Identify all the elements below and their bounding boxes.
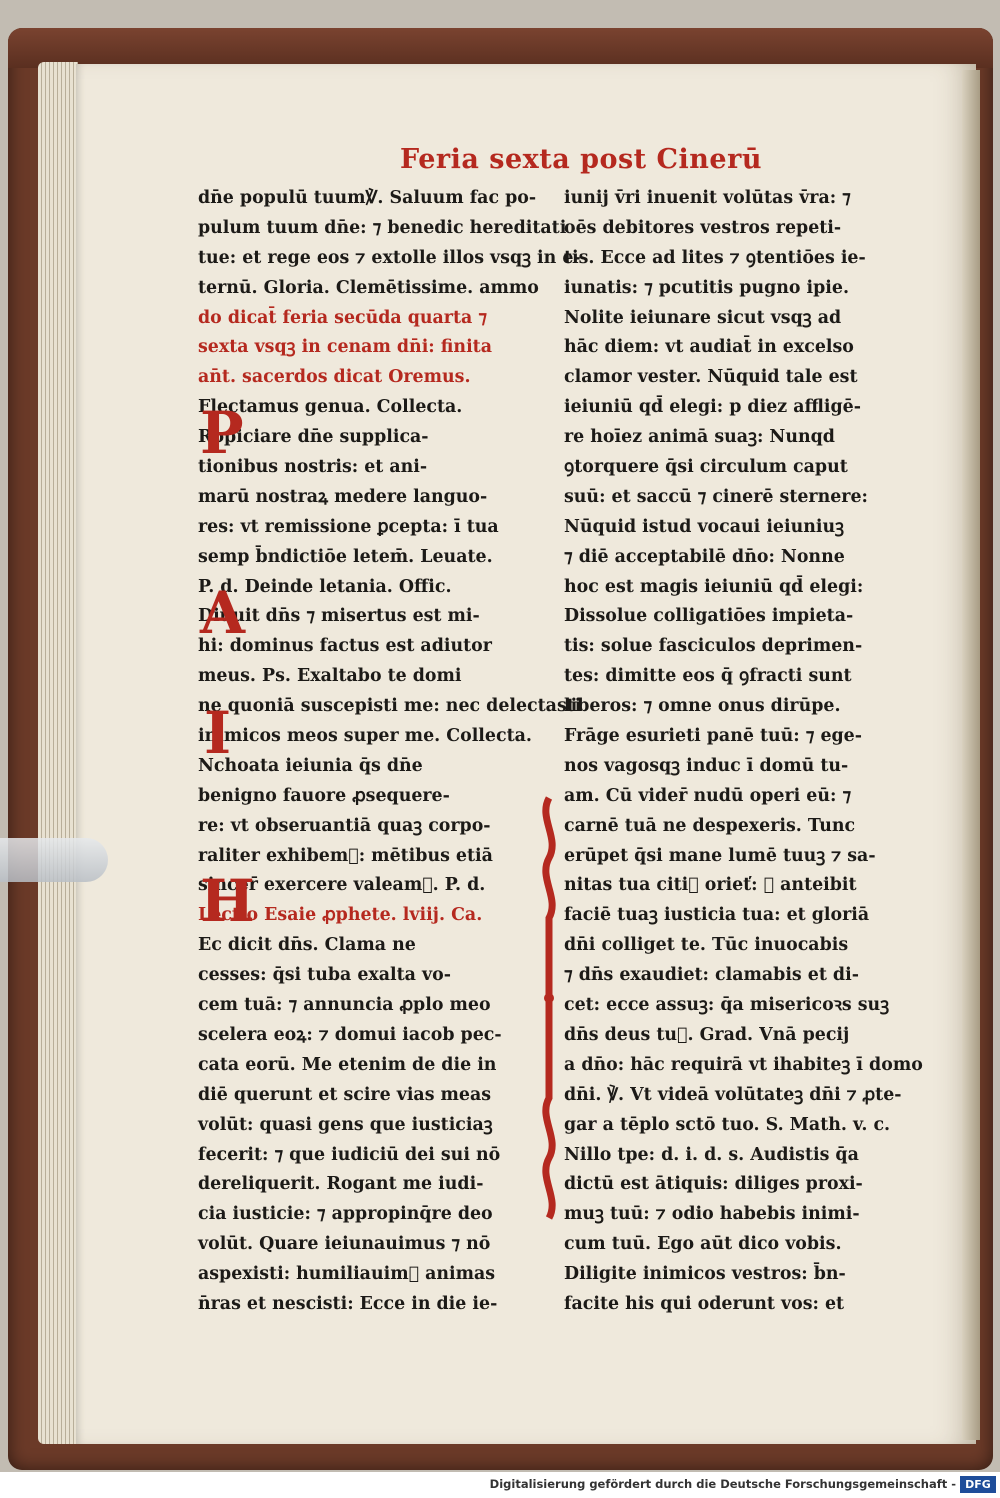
text-line: a dn̄o: hāc requirā vt ihabiteꝫ ī domo	[564, 1054, 923, 1075]
text-line: facite his qui oderunt vos: et	[564, 1293, 845, 1314]
page-heading: Feria sexta post Cinerū	[400, 144, 762, 175]
decorated-initial-i: I	[204, 699, 232, 767]
text-line: hoc est magis ieiuniū qd̄ elegi:	[564, 576, 864, 597]
text-line: cem tuā: ⁊ annuncia ꝓplo meo	[198, 995, 491, 1016]
text-line: tue: et rege eos ⁊ extolle illos vsqꝫ in e-	[198, 247, 581, 268]
page-marker-tab	[0, 838, 108, 882]
text-line: iunij v̄ri inuenit volūtas v̄ra: ⁊	[564, 188, 851, 208]
text-line: volūt: quasi gens que iusticiaꝫ	[198, 1114, 493, 1135]
text-line: Ec dicit dn̄s. Clama ne	[198, 935, 416, 956]
text-line: oēs debitores vestros repeti-	[564, 217, 842, 238]
text-line: n̄ras et nescisti: Ecce in die ie-	[198, 1293, 498, 1314]
text-line: semp b̄ndictiōe letem̄. Leuate.	[198, 546, 493, 567]
text-line: nos vagosqꝫ induc ī domū tu-	[564, 755, 849, 776]
text-line: nitas tua citi᷒ orieť: ⁊ anteibit	[564, 875, 857, 896]
text-line: tis. Ecce ad lites ⁊ ꝯtentiōes ie-	[564, 247, 866, 268]
text-line: benigno fauore ꝓsequere-	[198, 785, 450, 806]
text-line: cia iusticie: ⁊ appropinq̄re deo	[198, 1204, 493, 1225]
text-line: dn̄e populū tuum℣. Saluum fac po-	[198, 188, 537, 208]
text-line: Diligite inimicos vestros: b̄n-	[564, 1264, 846, 1285]
text-line: re hoīez animā suaꝫ: Nunqd	[564, 427, 835, 448]
text-line: diē querunt et scire vias meas	[198, 1084, 492, 1105]
text-line: tes: dimitte eos q̄ ꝯfracti sunt	[564, 666, 852, 687]
text-line: erūpet q̄si mane lumē tuuꝫ ⁊ sa-	[564, 845, 876, 866]
text-line: tionibus nostris: et ani-	[198, 457, 428, 478]
text-line: dereliquerit. Rogant me iudi-	[198, 1174, 484, 1195]
page-stack-edges	[38, 62, 78, 1444]
text-line: muꝫ tuū: ⁊ odio habebis inimi-	[564, 1204, 860, 1225]
text-line: fecerit: ⁊ que iudiciū dei sui nō	[198, 1144, 501, 1165]
ornamental-vine-initial	[536, 798, 562, 1218]
text-line: ieiuniū qd̄ elegi: p diez affligē-	[564, 397, 861, 418]
text-line: am. Cū vider̄ nudū operi eū: ⁊	[564, 785, 852, 806]
text-line: ⁊ diē acceptabilē dn̄o: Nonne	[564, 546, 845, 567]
text-line: P. d. Deinde letania. Offic.	[198, 576, 452, 597]
text-line: suū: et saccū ⁊ cinerē sternere:	[564, 486, 868, 507]
text-line: Nolite ieiunare sicut vsqꝫ ad	[564, 307, 842, 328]
text-line: dn̄i colliget te. Tūc inuocabis	[564, 935, 849, 956]
text-line: pulum tuum dn̄e: ⁊ benedic hereditati	[198, 217, 567, 238]
text-line: dictū est ātiquis: diliges proxi-	[564, 1174, 863, 1195]
text-line: ⁊ dn̄s exaudiet: clamabis et di-	[564, 965, 859, 986]
text-line: sexta vsqꝫ in cenam dn̄i: finita	[198, 337, 492, 358]
text-line: cum tuū. Ego aūt dico vobis.	[564, 1234, 842, 1255]
page-fold	[962, 70, 980, 1440]
text-line: hāc diem: vt audiat̄ in excelso	[564, 337, 854, 358]
text-line: cata eorū. Me etenim de die in	[198, 1054, 497, 1075]
text-line: an̄t. sacerdos dicat Oremus.	[198, 367, 471, 388]
text-line: faciē tuaꝫ iusticia tua: et gloriā	[564, 905, 870, 926]
text-line: gar a tēplo sctō tuo. S. Math. v. c.	[564, 1114, 891, 1135]
text-line: carnē tuā ne despexeris. Tunc	[564, 815, 856, 836]
text-line: Nūquid istud vocaui ieiuniuꝫ	[564, 516, 845, 537]
text-line: cesses: q̄si tuba exalta vo-	[198, 965, 451, 986]
text-line: volūt. Quare ieiunauimus ⁊ nō	[198, 1234, 491, 1255]
text-line: liberos: ⁊ omne onus dirūpe.	[564, 696, 841, 717]
text-line: res: vt remissione ꝑcepta: ī tua	[198, 516, 499, 537]
text-line: aspexisti: humiliauim᷒ animas	[198, 1264, 496, 1285]
book-cover-top-edge	[8, 28, 993, 68]
text-line: inimicos meos super me. Collecta.	[198, 726, 532, 747]
text-line: ne quoniā suscepisti me: nec delectasti	[198, 696, 582, 717]
text-line: Lectio Esaie ꝓphete. lviij. Ca.	[198, 905, 483, 926]
decorated-initial-p: P	[200, 399, 244, 467]
text-line: dn̄i. ℣. Vt videā volūtateꝫ dn̄i ⁊ ꝓte-	[564, 1084, 902, 1105]
text-line: clamor vester. Nūquid tale est	[564, 367, 858, 388]
text-line: Nillo tpe: d. i. d. s. Audistis q̄a	[564, 1144, 859, 1165]
text-line: hi: dominus factus est adiutor	[198, 636, 492, 657]
text-line: ternū. Gloria. Clemētissime. ammo	[198, 277, 539, 298]
decorated-initial-a: A	[200, 579, 246, 647]
dfg-logo: DFG	[960, 1476, 996, 1493]
text-line: re: vt obseruantiā quaꝫ corpo-	[198, 815, 491, 836]
text-line: Flectamus genua. Collecta.	[198, 397, 463, 418]
text-line: ꝯtorquere q̄si circulum caput	[564, 457, 848, 478]
footer-bar	[0, 1472, 1000, 1498]
text-line: scelera eoꝝ: ⁊ domui iacob pec-	[198, 1024, 502, 1045]
text-line: Diuuit dn̄s ⁊ misertus est mi-	[198, 606, 480, 627]
text-line: marū nostraꝝ medere languo-	[198, 486, 488, 507]
text-line: meus. Ps. Exaltabo te domi	[198, 666, 462, 687]
text-line: Frāge esurieti panē tuū: ⁊ ege-	[564, 726, 862, 747]
text-line: Dissolue colligatiōes impieta-	[564, 606, 854, 627]
text-line: Nchoata ieiunia q̄s dn̄e	[198, 755, 423, 776]
text-line: iunatis: ⁊ pcutitis pugno ipie.	[564, 277, 850, 298]
text-line: dn̄s deus tu᷒. Grad. Vnā pecij	[564, 1024, 850, 1045]
text-line: do dicat̄ feria secūda quarta ⁊	[198, 307, 487, 328]
left-text-column	[198, 184, 582, 1320]
right-text-column	[564, 184, 923, 1320]
decorated-initial-h: H	[200, 867, 255, 935]
text-line: sincer̄ exercere valeam᷒. P. d.	[198, 875, 486, 896]
text-line: raliter exhibem᷒: mētibus etiā	[198, 845, 493, 866]
text-line: tis: solue fasciculos deprimen-	[564, 636, 863, 657]
text-line: Ropiciare dn̄e supplica-	[198, 427, 429, 448]
footer-credit: Digitalisierung gefördert durch die Deutsche Forschungsgemeinschaft -	[489, 1477, 956, 1491]
text-line: cet: ecce assuꝫ: q̄a misericoꝛs suꝫ	[564, 995, 890, 1016]
